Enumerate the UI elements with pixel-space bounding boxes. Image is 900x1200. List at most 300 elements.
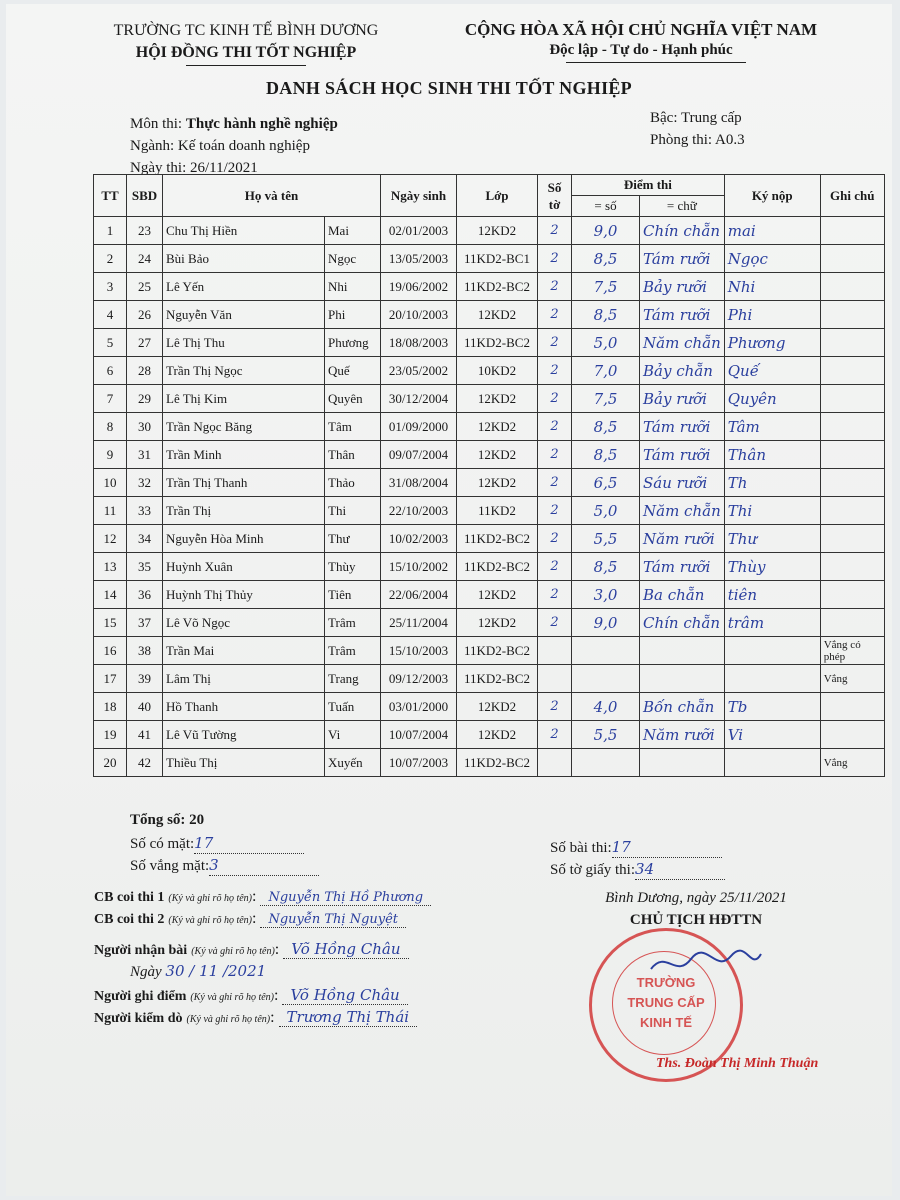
row-last-name: Trần Mai bbox=[163, 637, 325, 665]
row-score-word: Chín chẵn bbox=[640, 609, 725, 637]
row-first-name: Nhi bbox=[325, 273, 381, 301]
col-header-sbd: SBD bbox=[127, 175, 163, 217]
row-first-name: Mai bbox=[325, 217, 381, 245]
row-sheets: 2 bbox=[538, 721, 572, 749]
row-signature: Ngọc bbox=[724, 245, 820, 273]
subject-value: Thực hành nghề nghiệp bbox=[185, 116, 338, 132]
place-date: Bình Dương, ngày 25/11/2021 bbox=[605, 890, 787, 906]
table-row bbox=[94, 497, 885, 525]
row-class: 12KD2 bbox=[457, 721, 538, 749]
row-first-name: Tuấn bbox=[325, 693, 381, 721]
row-score-num: 9,0 bbox=[572, 609, 640, 637]
proctor2-label: CB coi thi 2 bbox=[94, 912, 165, 927]
row-sbd: 39 bbox=[127, 665, 163, 693]
row-sbd: 38 bbox=[127, 637, 163, 665]
chair-signature bbox=[646, 944, 766, 984]
row-sheets: 2 bbox=[538, 273, 572, 301]
chair-name: Ths. Đoàn Thị Minh Thuận bbox=[656, 1056, 819, 1071]
exam-sheet bbox=[6, 4, 892, 1196]
row-sheets: 2 bbox=[538, 497, 572, 525]
document-title: DANH SÁCH HỌC SINH THI TỐT NGHIỆP bbox=[266, 78, 632, 98]
row-last-name: Trần Thị bbox=[163, 497, 325, 525]
school-name: TRƯỜNG TC KINH TẾ BÌNH DƯƠNG bbox=[113, 22, 379, 39]
proctor1-label: CB coi thi 1 bbox=[94, 890, 165, 905]
row-class: 11KD2-BC2 bbox=[457, 525, 538, 553]
table-row bbox=[94, 301, 885, 329]
row-score-num: 9,0 bbox=[572, 217, 640, 245]
row-last-name: Trần Minh bbox=[163, 441, 325, 469]
row-note bbox=[820, 385, 884, 413]
receiver-note: (Ký và ghi rõ họ tên) bbox=[191, 946, 275, 957]
row-index: 9 bbox=[94, 441, 127, 469]
table-row bbox=[94, 357, 885, 385]
row-first-name: Thùy bbox=[325, 553, 381, 581]
row-score-num bbox=[572, 665, 640, 693]
row-sbd: 36 bbox=[127, 581, 163, 609]
row-dob: 18/08/2003 bbox=[381, 329, 457, 357]
row-index: 3 bbox=[94, 273, 127, 301]
present-label: Số có mặt: bbox=[130, 836, 195, 852]
row-dob: 20/10/2003 bbox=[381, 301, 457, 329]
row-sbd: 30 bbox=[127, 413, 163, 441]
row-score-num: 5,5 bbox=[572, 721, 640, 749]
row-last-name: Trần Thị Thanh bbox=[163, 469, 325, 497]
row-sheets: 2 bbox=[538, 245, 572, 273]
row-score-num: 8,5 bbox=[572, 413, 640, 441]
row-signature: Quế bbox=[724, 357, 820, 385]
table-row bbox=[94, 721, 885, 749]
row-last-name: Huỳnh Xuân bbox=[163, 553, 325, 581]
table-row bbox=[94, 441, 885, 469]
checker-signature: Trương Thị Thái bbox=[279, 1008, 418, 1027]
row-dob: 09/12/2003 bbox=[381, 665, 457, 693]
total-count: Tổng số: 20 bbox=[130, 812, 205, 828]
row-score-word: Năm chẵn bbox=[640, 497, 725, 525]
row-dob: 31/08/2004 bbox=[381, 469, 457, 497]
row-index: 1 bbox=[94, 217, 127, 245]
row-dob: 10/07/2003 bbox=[381, 749, 457, 777]
row-class: 12KD2 bbox=[457, 385, 538, 413]
row-note bbox=[820, 273, 884, 301]
row-signature bbox=[724, 637, 820, 665]
row-note bbox=[820, 581, 884, 609]
row-class: 10KD2 bbox=[457, 357, 538, 385]
col-header-score-num: = số bbox=[572, 196, 640, 217]
row-class: 11KD2-BC2 bbox=[457, 273, 538, 301]
row-first-name: Quế bbox=[325, 357, 381, 385]
row-sbd: 33 bbox=[127, 497, 163, 525]
receive-date-value: 30 / 11 /2021 bbox=[165, 962, 267, 980]
row-dob: 23/05/2002 bbox=[381, 357, 457, 385]
row-index: 7 bbox=[94, 385, 127, 413]
row-first-name: Quyên bbox=[325, 385, 381, 413]
row-note bbox=[820, 217, 884, 245]
row-class: 11KD2-BC2 bbox=[457, 749, 538, 777]
row-note: Vắng có phép bbox=[820, 637, 884, 665]
checker-line: Người kiểm dò (Ký và ghi rõ họ tên): Trương Thị Thái bbox=[94, 1008, 417, 1027]
row-dob: 22/06/2004 bbox=[381, 581, 457, 609]
row-dob: 10/07/2004 bbox=[381, 721, 457, 749]
header-underline-left bbox=[186, 65, 306, 66]
row-sbd: 40 bbox=[127, 693, 163, 721]
row-index: 11 bbox=[94, 497, 127, 525]
row-score-num: 5,0 bbox=[572, 497, 640, 525]
row-note bbox=[820, 721, 884, 749]
row-sbd: 35 bbox=[127, 553, 163, 581]
row-index: 17 bbox=[94, 665, 127, 693]
row-signature: Phi bbox=[724, 301, 820, 329]
table-row bbox=[94, 385, 885, 413]
col-header-dob: Ngày sinh bbox=[381, 175, 457, 217]
row-first-name: Ngọc bbox=[325, 245, 381, 273]
row-sbd: 34 bbox=[127, 525, 163, 553]
subject-line bbox=[130, 116, 338, 133]
checker-note: (Ký và ghi rõ họ tên) bbox=[186, 1014, 271, 1025]
row-signature: Nhi bbox=[724, 273, 820, 301]
chair-title: CHỦ TỊCH HĐTTN bbox=[629, 912, 763, 928]
motto: Độc lập - Tự do - Hạnh phúc bbox=[549, 42, 733, 58]
row-score-word: Bốn chẵn bbox=[640, 693, 725, 721]
row-last-name: Bùi Bảo bbox=[163, 245, 325, 273]
col-header-tt: TT bbox=[94, 175, 127, 217]
grader-signature: Võ Hồng Châu bbox=[282, 986, 407, 1005]
row-signature: tiên bbox=[724, 581, 820, 609]
proctor1-signature: Nguyễn Thị Hồ Phương bbox=[260, 890, 431, 906]
col-header-name: Họ và tên bbox=[163, 175, 381, 217]
row-note bbox=[820, 329, 884, 357]
row-sheets: 2 bbox=[538, 525, 572, 553]
table-row bbox=[94, 525, 885, 553]
row-last-name: Lê Thị Thu bbox=[163, 329, 325, 357]
grader-label: Người ghi điểm bbox=[94, 989, 187, 1004]
row-first-name: Tiên bbox=[325, 581, 381, 609]
row-score-word: Ba chẵn bbox=[640, 581, 725, 609]
row-class: 11KD2-BC2 bbox=[457, 637, 538, 665]
row-class: 12KD2 bbox=[457, 693, 538, 721]
sheets-label: Số tờ giấy thi: bbox=[550, 862, 636, 878]
row-sheets: 2 bbox=[538, 693, 572, 721]
row-sheets: 2 bbox=[538, 217, 572, 245]
row-note bbox=[820, 245, 884, 273]
col-header-class: Lớp bbox=[457, 175, 538, 217]
row-note bbox=[820, 553, 884, 581]
row-index: 20 bbox=[94, 749, 127, 777]
row-class: 12KD2 bbox=[457, 301, 538, 329]
row-note bbox=[820, 609, 884, 637]
row-sbd: 28 bbox=[127, 357, 163, 385]
row-first-name: Thân bbox=[325, 441, 381, 469]
table-row bbox=[94, 245, 885, 273]
papers-line bbox=[550, 838, 722, 858]
present-line bbox=[130, 834, 304, 854]
row-score-word bbox=[640, 749, 725, 777]
row-index: 14 bbox=[94, 581, 127, 609]
row-signature: Thi bbox=[724, 497, 820, 525]
row-class: 12KD2 bbox=[457, 441, 538, 469]
row-last-name: Thiều Thị bbox=[163, 749, 325, 777]
council-name: HỘI ĐỒNG THI TỐT NGHIỆP bbox=[135, 44, 357, 61]
row-dob: 01/09/2000 bbox=[381, 413, 457, 441]
row-last-name: Lê Yến bbox=[163, 273, 325, 301]
row-note bbox=[820, 469, 884, 497]
row-class: 12KD2 bbox=[457, 609, 538, 637]
col-header-score-word: = chữ bbox=[640, 196, 725, 217]
row-first-name: Phương bbox=[325, 329, 381, 357]
row-class: 11KD2 bbox=[457, 497, 538, 525]
table-row bbox=[94, 553, 885, 581]
row-index: 16 bbox=[94, 637, 127, 665]
row-signature: Quyên bbox=[724, 385, 820, 413]
row-score-num: 8,5 bbox=[572, 245, 640, 273]
present-value: 17 bbox=[194, 834, 214, 852]
row-index: 2 bbox=[94, 245, 127, 273]
row-first-name: Trâm bbox=[325, 609, 381, 637]
row-index: 10 bbox=[94, 469, 127, 497]
stamp-line-1: TRƯỜNG bbox=[636, 975, 696, 990]
proctor2-signature: Nguyễn Thị Nguyệt bbox=[260, 912, 406, 928]
grader-line: Người ghi điểm (Ký và ghi rõ họ tên): Võ Hồng Châu bbox=[94, 986, 408, 1005]
row-class: 12KD2 bbox=[457, 469, 538, 497]
row-note bbox=[820, 497, 884, 525]
row-score-num: 5,5 bbox=[572, 525, 640, 553]
sheets-value: 34 bbox=[635, 860, 655, 878]
level-line: Bậc: Trung cấp bbox=[650, 110, 742, 126]
col-header-sheets-2: tờ bbox=[548, 196, 561, 212]
row-last-name: Trần Ngọc Băng bbox=[163, 413, 325, 441]
row-score-word bbox=[640, 665, 725, 693]
row-score-word: Tám rưỡi bbox=[640, 245, 725, 273]
row-index: 4 bbox=[94, 301, 127, 329]
row-note: Vắng bbox=[820, 749, 884, 777]
row-sheets: 2 bbox=[538, 553, 572, 581]
row-class: 11KD2-BC2 bbox=[457, 329, 538, 357]
row-score-num: 8,5 bbox=[572, 301, 640, 329]
checker-label: Người kiểm dò bbox=[94, 1011, 183, 1026]
row-signature: Th bbox=[724, 469, 820, 497]
row-score-num: 3,0 bbox=[572, 581, 640, 609]
row-signature: Phương bbox=[724, 329, 820, 357]
row-last-name: Hồ Thanh bbox=[163, 693, 325, 721]
row-first-name: Thảo bbox=[325, 469, 381, 497]
row-signature: Thư bbox=[724, 525, 820, 553]
row-first-name: Vi bbox=[325, 721, 381, 749]
exam-date: Ngày thi: 26/11/2021 bbox=[130, 160, 258, 176]
row-first-name: Xuyến bbox=[325, 749, 381, 777]
row-class: 12KD2 bbox=[457, 217, 538, 245]
row-note bbox=[820, 413, 884, 441]
row-last-name: Lâm Thị bbox=[163, 665, 325, 693]
row-class: 11KD2-BC2 bbox=[457, 665, 538, 693]
row-signature: Thùy bbox=[724, 553, 820, 581]
row-note bbox=[820, 441, 884, 469]
row-note bbox=[820, 693, 884, 721]
row-last-name: Lê Thị Kim bbox=[163, 385, 325, 413]
row-score-num: 4,0 bbox=[572, 693, 640, 721]
row-last-name: Nguyễn Hòa Minh bbox=[163, 525, 325, 553]
row-sheets: 2 bbox=[538, 609, 572, 637]
receiver-signature: Võ Hồng Châu bbox=[283, 940, 408, 959]
row-first-name: Thi bbox=[325, 497, 381, 525]
row-score-num: 8,5 bbox=[572, 441, 640, 469]
row-sbd: 25 bbox=[127, 273, 163, 301]
absent-line bbox=[130, 856, 319, 876]
row-first-name: Phi bbox=[325, 301, 381, 329]
row-index: 13 bbox=[94, 553, 127, 581]
row-sbd: 26 bbox=[127, 301, 163, 329]
row-index: 18 bbox=[94, 693, 127, 721]
row-score-num: 7,5 bbox=[572, 385, 640, 413]
row-index: 5 bbox=[94, 329, 127, 357]
row-class: 12KD2 bbox=[457, 413, 538, 441]
student-table bbox=[93, 174, 885, 777]
row-dob: 30/12/2004 bbox=[381, 385, 457, 413]
table-row bbox=[94, 637, 885, 665]
row-first-name: Trang bbox=[325, 665, 381, 693]
row-dob: 15/10/2003 bbox=[381, 637, 457, 665]
row-signature bbox=[724, 665, 820, 693]
row-score-word: Tám rưỡi bbox=[640, 441, 725, 469]
stamp-line-3: KINH TẾ bbox=[640, 1015, 692, 1030]
row-note bbox=[820, 301, 884, 329]
row-signature: trâm bbox=[724, 609, 820, 637]
major-line: Ngành: Kế toán doanh nghiệp bbox=[130, 138, 310, 154]
row-sheets bbox=[538, 665, 572, 693]
table-row bbox=[94, 469, 885, 497]
row-note bbox=[820, 357, 884, 385]
col-header-signature: Ký nộp bbox=[724, 175, 820, 217]
table-row bbox=[94, 693, 885, 721]
table-row bbox=[94, 609, 885, 637]
row-score-num: 8,5 bbox=[572, 553, 640, 581]
row-signature: Thân bbox=[724, 441, 820, 469]
row-sheets: 2 bbox=[538, 385, 572, 413]
row-index: 8 bbox=[94, 413, 127, 441]
row-score-num: 6,5 bbox=[572, 469, 640, 497]
row-sbd: 29 bbox=[127, 385, 163, 413]
subject-label: Môn thi: bbox=[130, 116, 183, 132]
row-score-word: Năm chẵn bbox=[640, 329, 725, 357]
papers-value: 17 bbox=[611, 838, 631, 856]
row-dob: 09/07/2004 bbox=[381, 441, 457, 469]
row-score-word: Tám rưỡi bbox=[640, 301, 725, 329]
col-header-score: Điểm thi bbox=[572, 175, 725, 196]
col-header-sheets-1: Số bbox=[547, 179, 562, 195]
row-sbd: 32 bbox=[127, 469, 163, 497]
proctor2-note: (Ký và ghi rõ họ tên) bbox=[168, 915, 252, 926]
row-sheets bbox=[538, 749, 572, 777]
row-sbd: 23 bbox=[127, 217, 163, 245]
row-last-name: Nguyễn Văn bbox=[163, 301, 325, 329]
row-score-word: Bảy rưỡi bbox=[640, 385, 725, 413]
row-note bbox=[820, 525, 884, 553]
row-sbd: 42 bbox=[127, 749, 163, 777]
row-index: 15 bbox=[94, 609, 127, 637]
row-signature: mai bbox=[724, 217, 820, 245]
col-header-note: Ghi chú bbox=[820, 175, 884, 217]
row-sbd: 27 bbox=[127, 329, 163, 357]
row-dob: 10/02/2003 bbox=[381, 525, 457, 553]
table-row bbox=[94, 413, 885, 441]
row-score-num: 5,0 bbox=[572, 329, 640, 357]
table-body bbox=[94, 217, 885, 777]
row-first-name: Thư bbox=[325, 525, 381, 553]
room-line: Phòng thi: A0.3 bbox=[650, 132, 745, 148]
receive-date-line bbox=[130, 962, 266, 981]
row-sheets: 2 bbox=[538, 581, 572, 609]
papers-label: Số bài thi: bbox=[550, 840, 612, 856]
row-sheets bbox=[538, 637, 572, 665]
table-row bbox=[94, 581, 885, 609]
row-class: 11KD2-BC1 bbox=[457, 245, 538, 273]
table-row bbox=[94, 665, 885, 693]
row-note: Vắng bbox=[820, 665, 884, 693]
row-last-name: Trần Thị Ngọc bbox=[163, 357, 325, 385]
row-class: 12KD2 bbox=[457, 581, 538, 609]
row-sheets: 2 bbox=[538, 357, 572, 385]
row-dob: 03/01/2000 bbox=[381, 693, 457, 721]
row-last-name: Chu Thị Hiền bbox=[163, 217, 325, 245]
row-score-num: 7,0 bbox=[572, 357, 640, 385]
row-index: 19 bbox=[94, 721, 127, 749]
row-last-name: Lê Vũ Tường bbox=[163, 721, 325, 749]
row-score-word: Tám rưỡi bbox=[640, 413, 725, 441]
row-sbd: 41 bbox=[127, 721, 163, 749]
absent-value: 3 bbox=[209, 856, 219, 874]
proctor1-line: CB coi thi 1 (Ký và ghi rõ họ tên): Nguyễn Thị Hồ Phương bbox=[94, 888, 431, 906]
row-signature: Vi bbox=[724, 721, 820, 749]
row-score-word: Năm rưỡi bbox=[640, 721, 725, 749]
table-row bbox=[94, 749, 885, 777]
row-index: 6 bbox=[94, 357, 127, 385]
row-last-name: Lê Võ Ngọc bbox=[163, 609, 325, 637]
absent-label: Số vắng mặt: bbox=[130, 858, 210, 874]
row-index: 12 bbox=[94, 525, 127, 553]
receiver-label: Người nhận bài bbox=[94, 943, 188, 958]
row-sheets: 2 bbox=[538, 469, 572, 497]
proctor2-line: CB coi thi 2 (Ký và ghi rõ họ tên): Nguyễn Thị Nguyệt bbox=[94, 910, 406, 928]
stamp-line-2: TRUNG CẤP bbox=[627, 995, 705, 1010]
row-sheets: 2 bbox=[538, 329, 572, 357]
row-score-num bbox=[572, 637, 640, 665]
row-dob: 25/11/2004 bbox=[381, 609, 457, 637]
row-sheets: 2 bbox=[538, 413, 572, 441]
row-sheets: 2 bbox=[538, 301, 572, 329]
row-first-name: Tâm bbox=[325, 413, 381, 441]
row-sbd: 37 bbox=[127, 609, 163, 637]
table-row bbox=[94, 273, 885, 301]
republic-title: CỘNG HÒA XÃ HỘI CHỦ NGHĨA VIỆT NAM bbox=[464, 20, 818, 39]
row-signature: Tb bbox=[724, 693, 820, 721]
row-class: 11KD2-BC2 bbox=[457, 553, 538, 581]
row-dob: 02/01/2003 bbox=[381, 217, 457, 245]
receiver-line: Người nhận bài (Ký và ghi rõ họ tên): Võ Hồng Châu bbox=[94, 940, 409, 959]
row-sbd: 31 bbox=[127, 441, 163, 469]
col-header-sheets bbox=[538, 175, 572, 217]
row-signature bbox=[724, 749, 820, 777]
row-score-word: Năm rưỡi bbox=[640, 525, 725, 553]
row-sbd: 24 bbox=[127, 245, 163, 273]
table-row bbox=[94, 329, 885, 357]
row-score-word: Chín chẵn bbox=[640, 217, 725, 245]
row-dob: 13/05/2003 bbox=[381, 245, 457, 273]
sheets-line bbox=[550, 860, 725, 880]
row-dob: 15/10/2002 bbox=[381, 553, 457, 581]
row-signature: Tâm bbox=[724, 413, 820, 441]
table-row bbox=[94, 217, 885, 245]
row-sheets: 2 bbox=[538, 441, 572, 469]
row-last-name: Huỳnh Thị Thủy bbox=[163, 581, 325, 609]
row-score-num: 7,5 bbox=[572, 273, 640, 301]
